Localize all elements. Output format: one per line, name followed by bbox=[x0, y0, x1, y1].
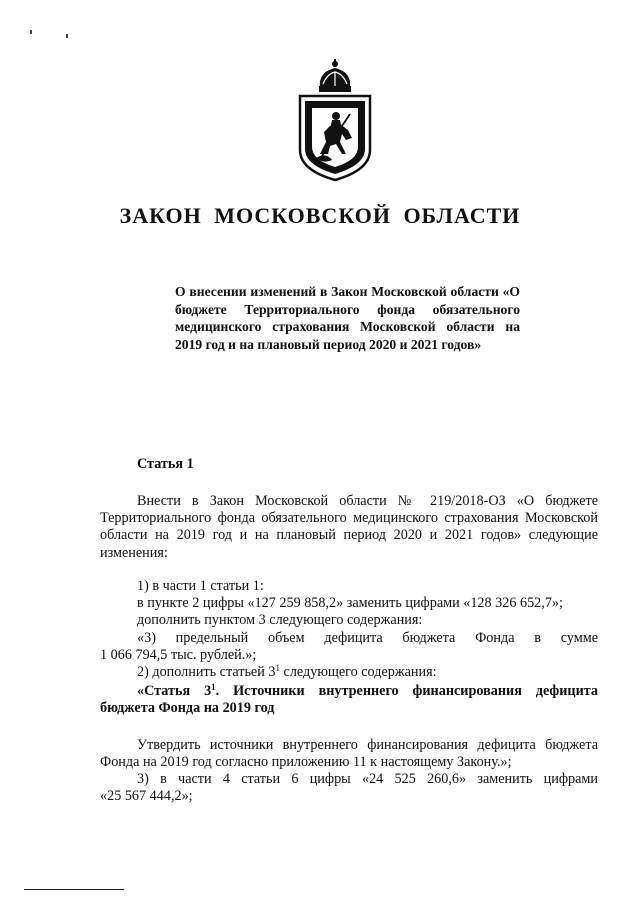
law-title: ЗАКОН МОСКОВСКОЙ ОБЛАСТИ bbox=[119, 203, 521, 228]
item2-tail: следующего содержания: bbox=[279, 664, 437, 681]
new-article-heading bbox=[100, 683, 598, 717]
item3-line-a: 3) в части 4 статьи 6 цифры «24 525 260,6» заменить цифрами bbox=[137, 771, 598, 787]
scan-speck bbox=[30, 30, 32, 34]
amendment-list bbox=[100, 578, 598, 681]
item2-line bbox=[100, 664, 598, 681]
new-article-b: . Источники внутреннего финансирования дефицита бюджета Фонда на 2019 год bbox=[100, 683, 598, 717]
item1-line2: в пункте 2 цифры «127 259 858,2» заменить цифрами «128 326 652,7»; bbox=[137, 595, 563, 612]
footnote-divider bbox=[24, 889, 124, 890]
item1-line3: дополнить пунктом 3 следующего содержания: bbox=[137, 612, 423, 629]
law-subject: О внесении изменений в Закон Московской области «О бюджете Территориального фонда обязательного медицинского страхования Московской области на 2019 год и на плановый период 2020 и 2021 годов» bbox=[175, 284, 520, 352]
item3-paragraph bbox=[100, 771, 598, 805]
item1-quote-a: «3) предельный объем дефицита бюджета Фонда в сумме bbox=[137, 629, 598, 646]
item1-quote-b: 1 066 794,5 тыс. рублей.»; bbox=[100, 646, 257, 663]
approve-paragraph: Утвердить источники внутреннего финансирования дефицита бюджета Фонда на 2019 год согласно приложению 11 к настоящему Закону.»; bbox=[100, 737, 598, 771]
new-article-a: «Статья 3 bbox=[137, 683, 212, 699]
item2-lead: 2) дополнить статьей 3 bbox=[137, 664, 276, 681]
coat-of-arms-icon bbox=[296, 58, 374, 182]
new-article-superscript: 1 bbox=[211, 682, 216, 692]
item3-line-b: «25 567 444,2»; bbox=[100, 788, 193, 805]
article-heading: Статья 1 bbox=[137, 456, 194, 472]
item2-superscript: 1 bbox=[275, 663, 280, 674]
article-intro: Внести в Закон Московской области № 219/2018-ОЗ «О бюджете Территориального фонда обязательного медицинского страхования Московской области на 2019 год и на плановый период 2020 и 2021 годов» следующие изменения: bbox=[100, 493, 598, 561]
scan-speck bbox=[66, 34, 68, 38]
item1-lead: 1) в части 1 статьи 1: bbox=[137, 578, 264, 594]
